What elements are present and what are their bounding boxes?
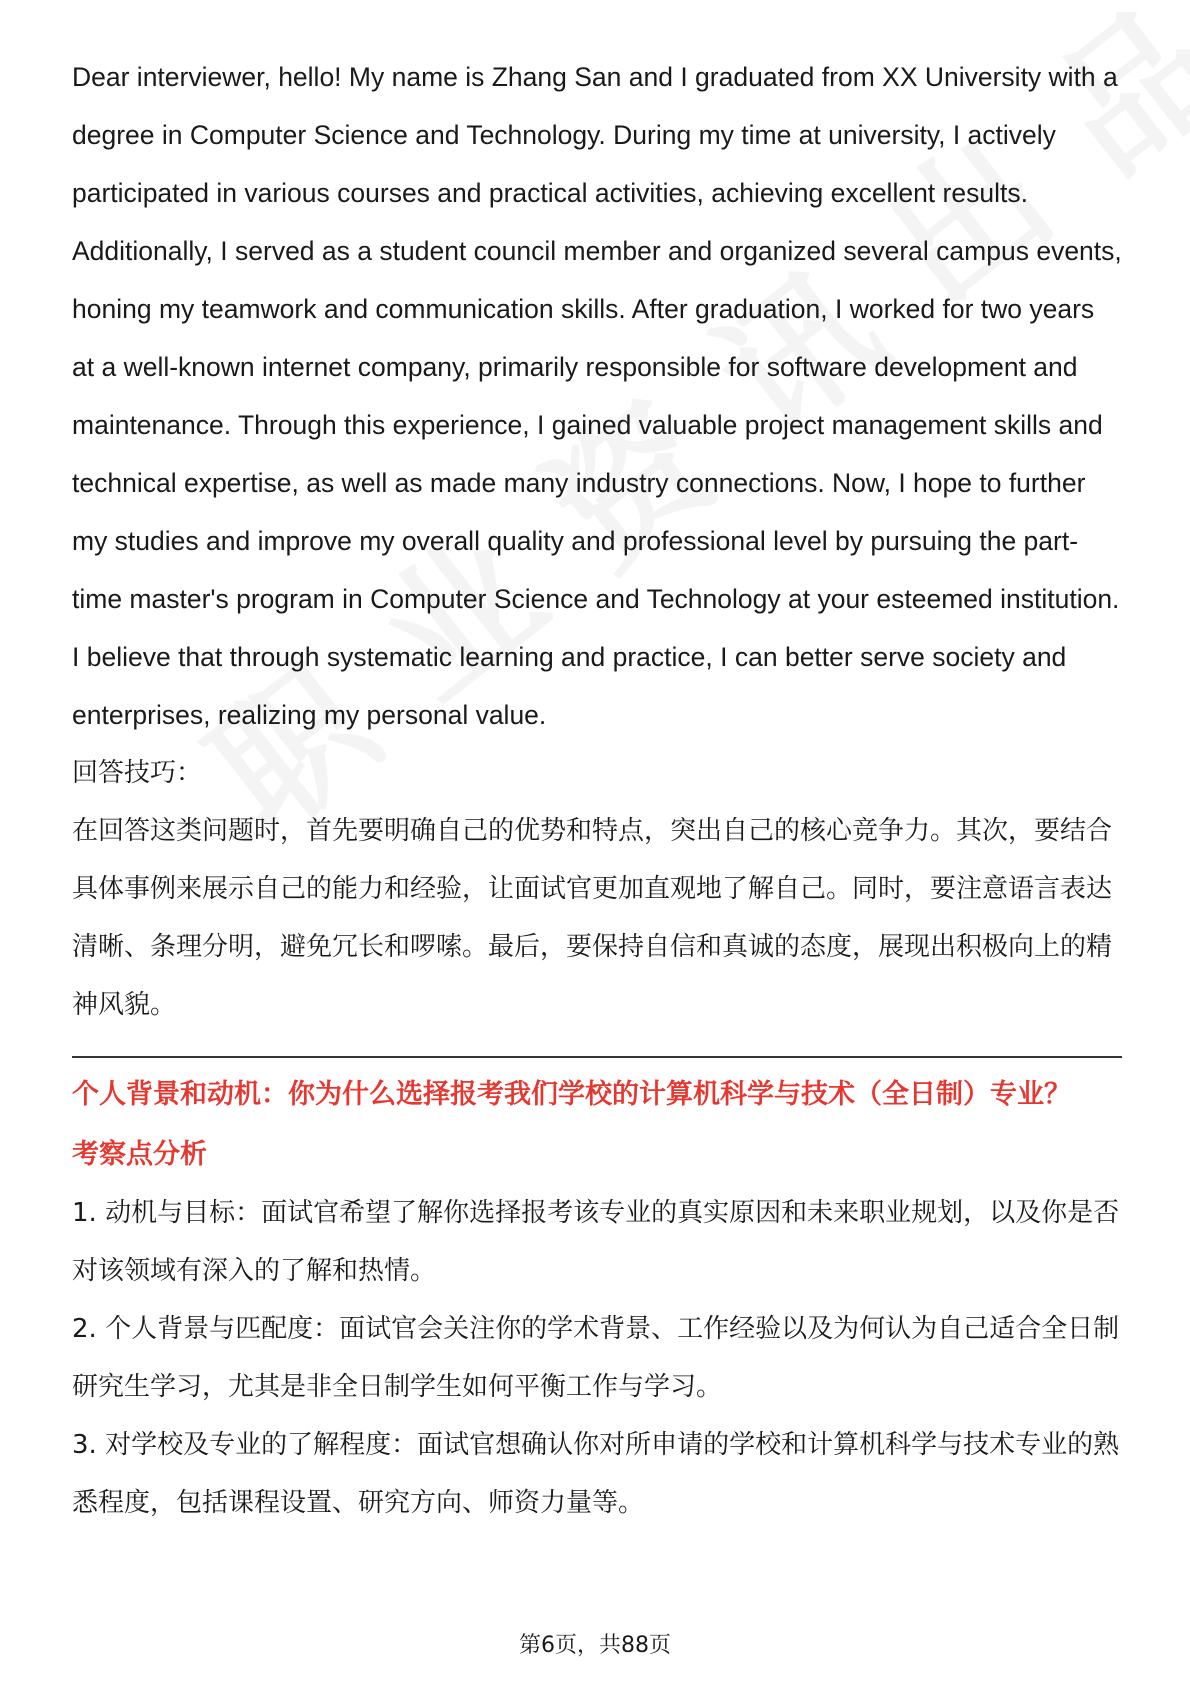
sample-answer-paragraph: Dear interviewer, hello! My name is Zhang San and I graduated from XX University with a degree in Computer Science and Technology. During my time at university, I actively participated in various courses and practical activities, achieving excellent results. Additionally, I served as a student council member and organized several campus events, honing my teamwork and communication skills. After graduation, I worked for two years at a well-known internet company, primarily responsible for software development and maintenance. Through this experience, I gained valuable project management skills and technical expertise, as well as made many industry connections. Now, I hope to further my studies and improve my overall quality and professional level by pursuing the part-time master's program in Computer Science and Technology at your esteemed institution. I believe that through systematic learning and practice, I can better serve society and enterprises, realizing my personal value. xyxy=(72,62,1122,730)
document-page xyxy=(72,48,1122,1532)
analysis-heading: 考察点分析 xyxy=(72,1139,207,1170)
question-title: 个人背景和动机：你为什么选择报考我们学校的计算机科学与技术（全日制）专业？ xyxy=(72,1079,1071,1110)
section-divider xyxy=(72,1056,1122,1058)
page-number-footer: 第6页，共88页 xyxy=(519,1633,671,1658)
answer-tips-paragraph: 在回答这类问题时，首先要明确自己的优势和特点，突出自己的核心竞争力。其次，要结合具体事例来展示自己的能力和经验，让面试官更加直观地了解自己。同时，要注意语言表达清晰、条理分明，避免冗长和啰嗦。最后，要保持自信和真诚的态度，展现出积极向上的精神风貌。 xyxy=(72,816,1113,1020)
analysis-point-3: 3. 对学校及专业的了解程度：面试官想确认你对所申请的学校和计算机科学与技术专业的熟悉程度，包括课程设置、研究方向、师资力量等。 xyxy=(72,1430,1120,1518)
analysis-point-2: 2. 个人背景与匹配度：面试官会关注你的学术背景、工作经验以及为何认为自己适合全日制研究生学习，尤其是非全日制学生如何平衡工作与学习。 xyxy=(72,1314,1120,1402)
analysis-point-1: 1. 动机与目标：面试官希望了解你选择报考该专业的真实原因和未来职业规划，以及你是否对该领域有深入的了解和热情。 xyxy=(72,1198,1120,1286)
answer-tips-label: 回答技巧： xyxy=(72,758,203,788)
